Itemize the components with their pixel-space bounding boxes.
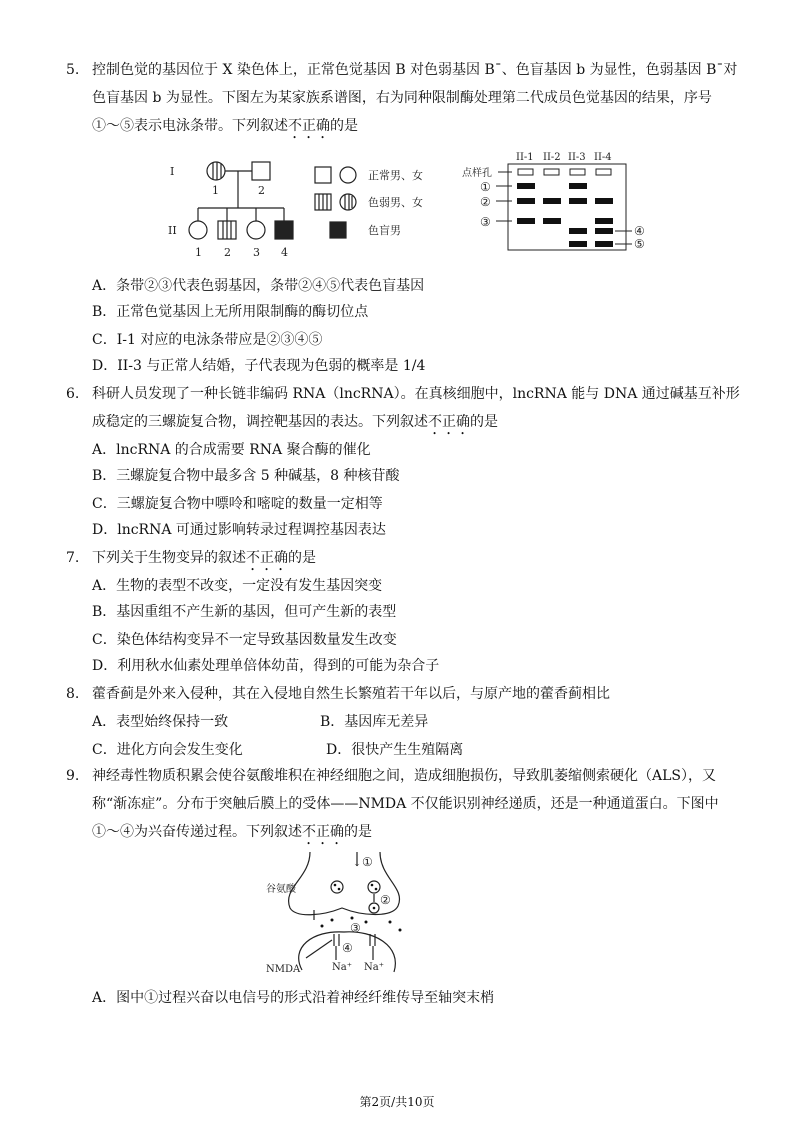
q7-option-c: C．染色体结构变异不一定导致基因数量发生改变 bbox=[92, 632, 397, 648]
step-3-label: ③ bbox=[350, 921, 361, 935]
q5-text-2: 色盲基因 b 为显性。下图左为某家族系谱图，右为同种限制酶处理第二代成员色觉基因的结果，序号 bbox=[92, 90, 712, 106]
gel-band bbox=[595, 241, 613, 247]
q5-text-3b: 的是 bbox=[330, 118, 358, 134]
q9-text-2: 称“渐冻症”。分布于突触后膜上的受体——NMDA 不仅能识别神经递质，还是一种通道蛋白。下图中 bbox=[92, 796, 719, 812]
gel-band bbox=[569, 228, 587, 234]
gel-band bbox=[543, 218, 561, 224]
step-1-label: ↓① bbox=[352, 855, 373, 869]
q7-number: 7. bbox=[66, 550, 80, 566]
gel-band bbox=[517, 198, 535, 204]
gel-band bbox=[517, 183, 535, 189]
gel-band-label-4: ④ bbox=[634, 224, 645, 238]
q7-option-b: B．基因重组不产生新的基因，但可产生新的表型 bbox=[92, 604, 397, 620]
q6-option-b: B．三螺旋复合物中最多含 5 种碱基，8 种核苷酸 bbox=[92, 468, 400, 484]
gel-lane-label-3: II-3 bbox=[568, 152, 586, 163]
gel-lane-label-4: II-4 bbox=[594, 152, 612, 163]
q9-text-3b: 的是 bbox=[344, 824, 372, 840]
synaptic-vesicle bbox=[331, 881, 343, 893]
q6-text-2a: 成稳定的三螺旋复合物，调控靶基因的表达。下列叙述 bbox=[92, 414, 428, 430]
q8-option-d: D．很快产生生殖隔离 bbox=[326, 742, 464, 758]
q6-option-c: C．三螺旋复合物中嘌呤和嘧啶的数量一定相等 bbox=[92, 496, 383, 512]
gel-band-label-5: ⑤ bbox=[634, 237, 645, 251]
synaptic-vesicle bbox=[368, 881, 380, 893]
pedigree-I2-symbol bbox=[252, 162, 270, 180]
q7-option-d: D．利用秋水仙素处理单倍体幼苗，得到的可能为杂合子 bbox=[92, 658, 440, 674]
q5-number: 5. bbox=[66, 62, 80, 78]
gel-well bbox=[570, 169, 585, 175]
gel-band bbox=[595, 228, 613, 234]
q5-line1 bbox=[66, 60, 737, 80]
q5-option-d: D．II-3 与正常人结婚，子代表现为色弱的概率是 1/4 bbox=[92, 358, 426, 374]
q8-option-a: A．表型始终保持一致 bbox=[92, 714, 229, 730]
q5-option-b: B．正常色觉基因上无所用限制酶的酶切位点 bbox=[92, 304, 369, 320]
q8-number: 8. bbox=[66, 686, 80, 702]
q9-number: 9. bbox=[66, 768, 80, 784]
gel-band bbox=[569, 198, 587, 204]
step-4-label: ④ bbox=[342, 941, 353, 955]
q5-line3 bbox=[92, 116, 358, 142]
pedigree-II1-symbol bbox=[189, 221, 207, 239]
pedigree-figure bbox=[160, 150, 460, 265]
q5-emphasis: 不正确 bbox=[288, 118, 330, 134]
pedigree-gen-I-label: I bbox=[170, 165, 175, 178]
gel-figure bbox=[460, 146, 660, 256]
q6-line1 bbox=[66, 384, 740, 404]
gel-frame bbox=[508, 164, 626, 250]
pedigree-II1-label: 1 bbox=[195, 246, 202, 259]
gel-band bbox=[543, 198, 561, 204]
sodium-label-1: Na⁺ bbox=[332, 962, 352, 973]
q8-option-b: B．基因库无差异 bbox=[320, 714, 429, 730]
q7-emphasis: 不正确 bbox=[246, 550, 288, 566]
q6-line2 bbox=[92, 412, 498, 438]
gel-lane-label-2: II-2 bbox=[543, 152, 561, 163]
q6-text-2b: 的是 bbox=[470, 414, 498, 430]
q6-option-a: A．lncRNA 的合成需要 RNA 聚合酶的催化 bbox=[92, 442, 371, 458]
pedigree-I2-label: 2 bbox=[258, 184, 265, 197]
glutamate-label: 谷氨酸 bbox=[266, 884, 296, 895]
q9-emphasis: 不正确 bbox=[302, 824, 344, 840]
gel-lane-label-1: II-1 bbox=[516, 152, 534, 163]
q8-option-c: C．进化方向会发生变化 bbox=[92, 742, 243, 758]
q9-option-a: A．图中①过程兴奋以电信号的形式沿着神经纤维传导至轴突末梢 bbox=[92, 990, 495, 1006]
legend-normal-label: 正常男、女 bbox=[368, 169, 423, 182]
gel-well bbox=[544, 169, 559, 175]
gel-well bbox=[596, 169, 611, 175]
pedigree-I1-symbol bbox=[207, 162, 225, 180]
gel-well bbox=[518, 169, 533, 175]
gel-band bbox=[569, 241, 587, 247]
pedigree-II3-label: 3 bbox=[253, 246, 260, 259]
sodium-label-2: Na⁺ bbox=[364, 962, 384, 973]
q7-option-a: A．生物的表型不改变，一定没有发生基因突变 bbox=[92, 578, 383, 594]
q7-text-1b: 的是 bbox=[288, 550, 316, 566]
q9-text-1: 神经毒性物质积累会使谷氨酸堆积在神经细胞之间，造成细胞损伤，导致肌萎缩侧索硬化（ALS），又 bbox=[92, 768, 716, 784]
gel-band bbox=[569, 183, 587, 189]
legend-weak-label: 色弱男、女 bbox=[368, 196, 423, 209]
pedigree-II2-label: 2 bbox=[224, 246, 231, 259]
q9-line3 bbox=[92, 822, 372, 848]
gel-band bbox=[595, 198, 613, 204]
q8-text-1: 藿香蓟是外来入侵种，其在入侵地自然生长繁殖若干年以后，与原产地的藿香蓟相比 bbox=[92, 686, 610, 702]
pedigree-II3-symbol bbox=[247, 221, 265, 239]
q6-option-d: D．lncRNA 可通过影响转录过程调控基因表达 bbox=[92, 522, 386, 538]
pedigree-gen-II-label: II bbox=[168, 224, 177, 237]
nmda-label: NMDA bbox=[266, 964, 301, 975]
gel-well-label: 点样孔 bbox=[462, 168, 492, 179]
gel-band bbox=[595, 218, 613, 224]
page-footer: 第2页/共10页 bbox=[359, 1095, 435, 1109]
q9-line1 bbox=[66, 766, 716, 786]
q6-text-1: 科研人员发现了一种长链非编码 RNA（lncRNA）。在真核细胞中，lncRNA 能与 DNA 通过碱基互补形 bbox=[92, 386, 740, 402]
legend-blind-label: 色盲男 bbox=[368, 224, 401, 237]
q6-number: 6. bbox=[66, 386, 80, 402]
gel-band-label-2: ② bbox=[480, 195, 491, 209]
gel-band bbox=[517, 218, 535, 224]
q5-text-1: 控制色觉的基因位于 X 染色体上，正常色觉基因 B 对色弱基因 Bˉ、色盲基因 b 为显性，色弱基因 Bˉ对 bbox=[92, 62, 738, 78]
gel-band-label-1: ① bbox=[480, 180, 491, 194]
step-2-label: ② bbox=[380, 893, 391, 907]
q5-text-3a: ①～⑤表示电泳条带。下列叙述 bbox=[92, 118, 288, 134]
q9-text-3a: ①～④为兴奋传递过程。下列叙述 bbox=[92, 824, 302, 840]
q6-emphasis: 不正确 bbox=[428, 414, 470, 430]
synapse-figure bbox=[262, 848, 422, 978]
q8-line1 bbox=[66, 684, 610, 704]
q7-line1 bbox=[66, 548, 316, 574]
q5-option-c: C．I-1 对应的电泳条带应是②③④⑤ bbox=[92, 332, 323, 348]
pedigree-II4-label: 4 bbox=[281, 246, 288, 259]
pedigree-I1-label: 1 bbox=[212, 184, 219, 197]
q5-option-a: A．条带②③代表色弱基因，条带②④⑤代表色盲基因 bbox=[92, 278, 425, 294]
pedigree-II4-symbol bbox=[275, 221, 293, 239]
q7-text-1a: 下列关于生物变异的叙述 bbox=[92, 550, 246, 566]
gel-band-label-3: ③ bbox=[480, 215, 491, 229]
